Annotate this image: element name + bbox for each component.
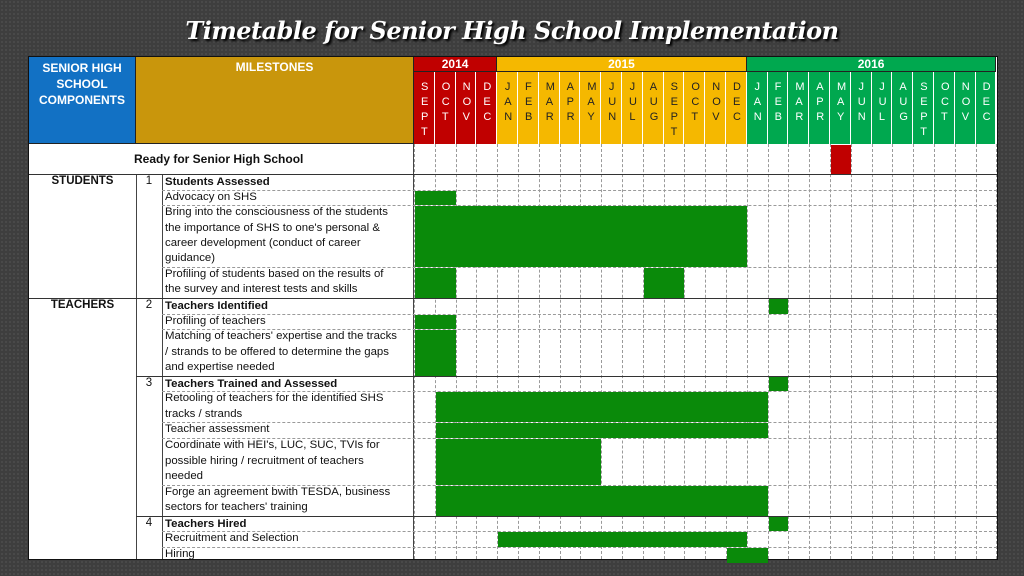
year-header-2014: 2014: [414, 57, 497, 72]
month-header-feb-2016: FEB: [768, 72, 789, 144]
month-header-sept-2014: SEPT: [414, 72, 435, 144]
milestone-number: 3: [145, 376, 153, 389]
milestone-number: 2: [145, 299, 153, 312]
month-header-dec-2014: DEC: [476, 72, 497, 144]
milestone-number: 4: [145, 516, 153, 529]
month-header-feb-2015: FEB: [518, 72, 539, 144]
timetable-sheet: [28, 56, 998, 560]
activity-bar: [415, 268, 456, 298]
number-column-divider: [162, 174, 163, 559]
activity-bar: [727, 548, 768, 563]
month-header-oct-2014: OCT: [435, 72, 456, 144]
month-header-mar-2016: MAR: [788, 72, 809, 144]
activity-text: and expertise needed: [165, 361, 275, 373]
month-header-apr-2015: APR: [560, 72, 581, 144]
activity-text: Coordinate with HEI's, LUC, SUC, TVIs for: [165, 439, 380, 452]
activity-bar: [415, 330, 456, 375]
milestone-marker: [769, 299, 789, 314]
month-header-oct-2016: OCT: [934, 72, 955, 144]
activity-text: tracks / strands: [165, 407, 243, 420]
month-header-aug-2015: AUG: [643, 72, 664, 144]
activity-text: Bring into the consciousness of the students: [165, 206, 388, 219]
activity-text: possible hiring / recruitment of teachers: [165, 454, 364, 467]
activity-text: sectors for teachers' training: [165, 500, 308, 513]
year-header-2016: 2016: [747, 57, 997, 72]
month-header-jan-2016: JAN: [747, 72, 768, 144]
month-header-nov-2015: NOV: [705, 72, 726, 144]
milestone-title: Students Assessed: [165, 176, 270, 188]
milestones-header: MILESTONES: [136, 57, 414, 144]
component-label-teachers: TEACHERS: [50, 299, 115, 312]
component-label-students: STUDENTS: [51, 175, 114, 187]
components-header-line: SENIOR HIGH: [42, 61, 122, 75]
milestone-marker: [769, 377, 789, 392]
ready-row-label: Ready for Senior High School: [134, 152, 304, 166]
page-title: Timetable for Senior High School Implementation: [185, 16, 839, 45]
components-header: [29, 57, 136, 144]
activity-text: Profiling of teachers: [165, 314, 266, 327]
activity-text: career development (conduct of career: [165, 236, 361, 249]
activity-text: Retooling of teachers for the identified SHS: [165, 392, 384, 405]
activity-text: guidance): [165, 252, 216, 265]
month-header-mar-2015: MAR: [539, 72, 560, 144]
ready-marker: [831, 145, 851, 174]
activity-text: Profiling of students based on the results of: [165, 268, 384, 280]
activity-text: the survey and interest tests and skills: [165, 283, 358, 296]
activity-text: Teacher assessment: [165, 423, 270, 436]
month-header-jun-2016: JUN: [851, 72, 872, 144]
activity-text: the importance of SHS to one's personal &: [165, 221, 380, 234]
month-header-may-2016: MAY: [830, 72, 851, 144]
milestone-title: Teachers Identified: [165, 300, 268, 313]
activity-text: Matching of teachers' expertise and the tracks: [165, 330, 398, 343]
activity-bar: [436, 392, 768, 422]
month-header-apr-2016: APR: [809, 72, 830, 144]
activity-bar: [436, 423, 768, 438]
components-column-divider: [136, 174, 137, 559]
month-header-jul-2016: JUL: [872, 72, 893, 144]
components-header-line: COMPONENTS: [38, 93, 125, 107]
year-header-2015: 2015: [497, 57, 747, 72]
month-header-may-2015: MAY: [580, 72, 601, 144]
activity-bar: [436, 486, 768, 516]
month-header-nov-2016: NOV: [955, 72, 976, 144]
activity-bar: [436, 439, 601, 484]
month-header-dec-2015: DEC: [726, 72, 747, 144]
activity-text: Hiring: [165, 548, 195, 560]
month-header-jan-2015: JAN: [497, 72, 518, 144]
month-header-aug-2016: AUG: [892, 72, 913, 144]
milestone-number: 1: [145, 175, 153, 187]
activity-text: Forge an agreement bwith TESDA, business: [165, 485, 391, 498]
activity-text: needed: [165, 469, 204, 482]
month-header-oct-2015: OCT: [684, 72, 705, 144]
milestone-title: Teachers Trained and Assessed: [165, 377, 338, 390]
month-header-jul-2015: JUL: [622, 72, 643, 144]
month-header-sept-2016: SEPT: [913, 72, 934, 144]
milestone-marker: [769, 517, 789, 532]
activity-text: Recruitment and Selection: [165, 532, 299, 545]
activity-bar: [415, 191, 456, 206]
month-header-sept-2015: SEPT: [664, 72, 685, 144]
month-header-jun-2015: JUN: [601, 72, 622, 144]
activity-text: Advocacy on SHS: [165, 190, 257, 203]
components-header-line: SCHOOL: [56, 77, 108, 91]
activity-bar: [498, 532, 747, 547]
month-header-dec-2016: DEC: [976, 72, 997, 144]
milestone-title: Teachers Hired: [165, 517, 247, 530]
activity-bar: [415, 315, 456, 330]
activity-text: / strands to be offered to determine the gaps: [165, 345, 389, 358]
activity-bar: [644, 268, 685, 298]
activity-bar: [415, 206, 747, 267]
month-header-nov-2014: NOV: [456, 72, 477, 144]
